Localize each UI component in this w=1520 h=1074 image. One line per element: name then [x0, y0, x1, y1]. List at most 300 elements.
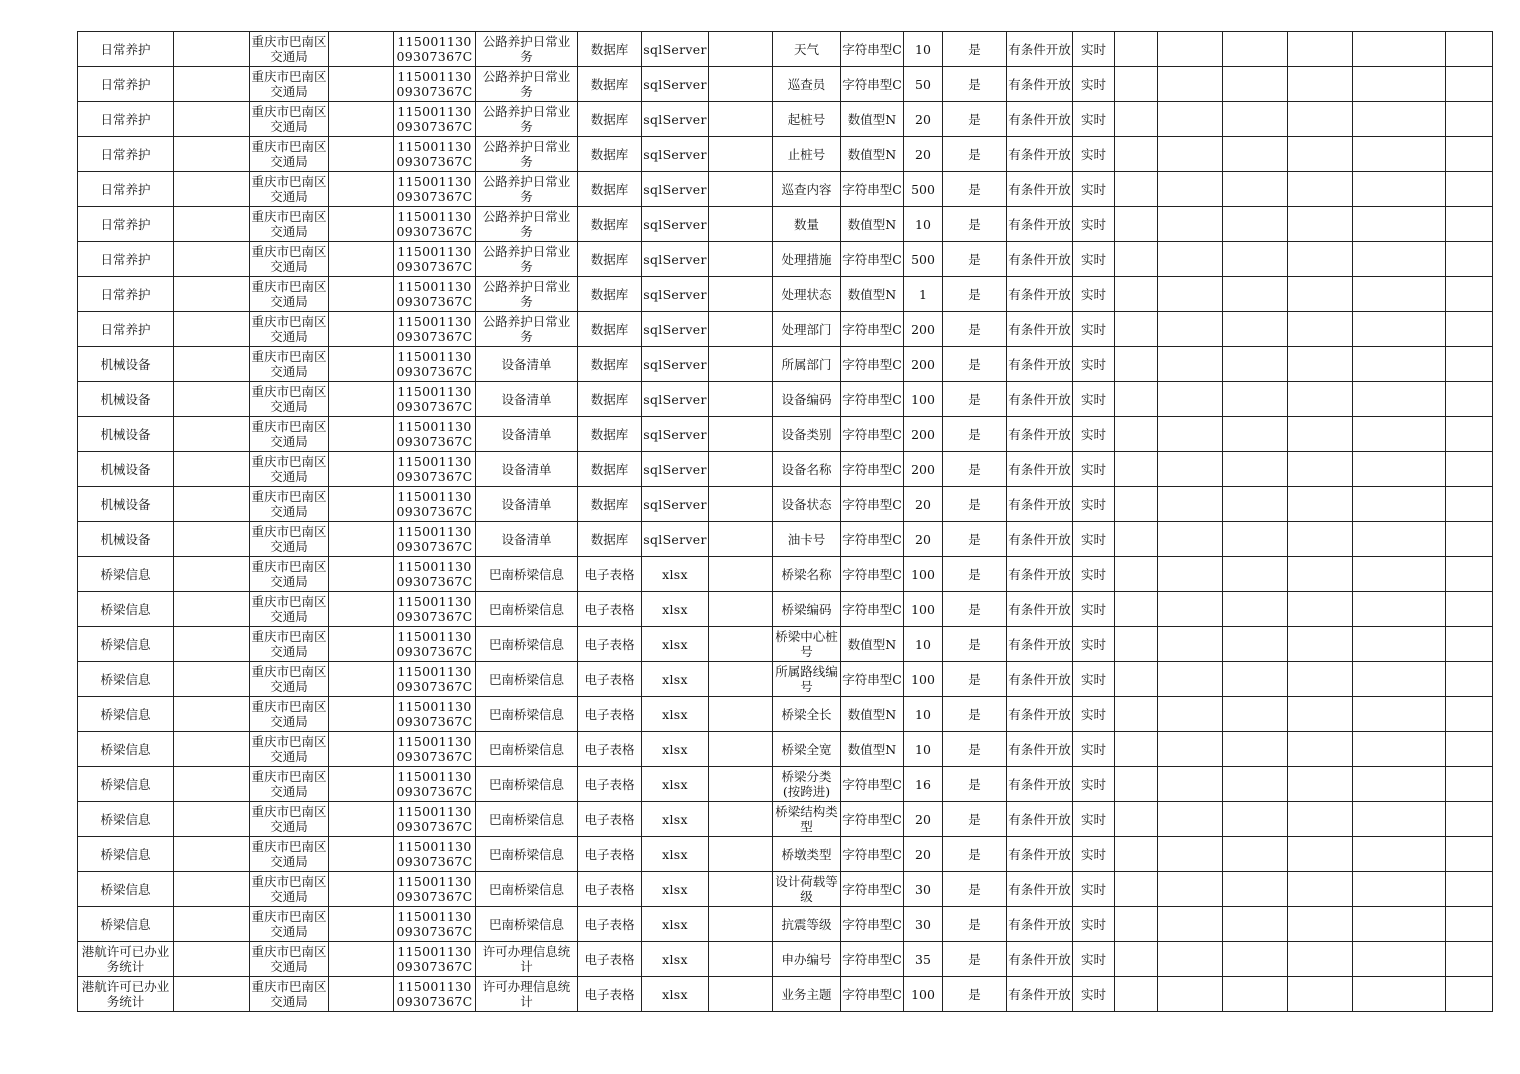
cell-open-type: 有条件开放	[1007, 522, 1073, 557]
cell-blank-h	[1353, 662, 1446, 697]
table-row	[78, 697, 1493, 732]
cell-shared-flag: 是	[943, 312, 1007, 347]
cell-format: sqlServer	[642, 102, 709, 137]
cell-update-frequency: 实时	[1073, 207, 1115, 242]
cell-data-type: 字符串型C	[841, 557, 904, 592]
cell-field-length: 100	[904, 592, 943, 627]
cell-blank-e	[1158, 382, 1223, 417]
cell-data-type: 字符串型C	[841, 977, 904, 1012]
cell-format: xlsx	[642, 662, 709, 697]
cell-blank-b	[329, 942, 394, 977]
table-row	[78, 242, 1493, 277]
data-resource-table	[77, 31, 1493, 1012]
cell-blank-g	[1288, 522, 1353, 557]
cell-blank-d	[1115, 347, 1158, 382]
cell-blank-h	[1353, 32, 1446, 67]
cell-field-name: 申办编号	[773, 942, 841, 977]
cell-department: 重庆市巴南区交通局	[250, 557, 329, 592]
cell-format: sqlServer	[642, 277, 709, 312]
cell-field-length: 100	[904, 557, 943, 592]
cell-blank-g	[1288, 312, 1353, 347]
cell-category: 机械设备	[78, 522, 174, 557]
cell-category: 机械设备	[78, 487, 174, 522]
cell-data-type: 数值型N	[841, 207, 904, 242]
cell-blank-a	[174, 977, 250, 1012]
cell-blank-g	[1288, 907, 1353, 942]
cell-blank-g	[1288, 662, 1353, 697]
cell-blank-i	[1446, 277, 1493, 312]
cell-blank-b	[329, 452, 394, 487]
cell-blank-d	[1115, 697, 1158, 732]
cell-open-type: 有条件开放	[1007, 837, 1073, 872]
cell-format-type: 数据库	[578, 347, 642, 382]
cell-open-type: 有条件开放	[1007, 697, 1073, 732]
cell-field-length: 500	[904, 172, 943, 207]
cell-blank-e	[1158, 977, 1223, 1012]
cell-blank-g	[1288, 277, 1353, 312]
cell-format: xlsx	[642, 837, 709, 872]
cell-shared-flag: 是	[943, 207, 1007, 242]
cell-open-type: 有条件开放	[1007, 207, 1073, 242]
cell-blank-f	[1223, 277, 1288, 312]
cell-blank-a	[174, 67, 250, 102]
cell-blank-a	[174, 872, 250, 907]
cell-resource-name: 公路养护日常业务	[476, 102, 578, 137]
cell-format: sqlServer	[642, 242, 709, 277]
cell-field-name: 设备名称	[773, 452, 841, 487]
cell-format-type: 电子表格	[578, 697, 642, 732]
cell-department: 重庆市巴南区交通局	[250, 662, 329, 697]
cell-open-type: 有条件开放	[1007, 172, 1073, 207]
cell-update-frequency: 实时	[1073, 662, 1115, 697]
cell-shared-flag: 是	[943, 767, 1007, 802]
cell-resource-name: 巴南桥梁信息	[476, 837, 578, 872]
cell-blank-h	[1353, 837, 1446, 872]
cell-category: 日常养护	[78, 242, 174, 277]
cell-format-type: 电子表格	[578, 732, 642, 767]
cell-blank-i	[1446, 417, 1493, 452]
table-row	[78, 907, 1493, 942]
cell-credit-code: 11500113009307367C	[394, 837, 476, 872]
cell-blank-f	[1223, 732, 1288, 767]
cell-blank-b	[329, 312, 394, 347]
cell-department: 重庆市巴南区交通局	[250, 942, 329, 977]
cell-credit-code: 11500113009307367C	[394, 137, 476, 172]
cell-blank-i	[1446, 837, 1493, 872]
cell-blank-f	[1223, 697, 1288, 732]
cell-field-length: 500	[904, 242, 943, 277]
table-body	[78, 32, 1493, 1012]
cell-blank-e	[1158, 312, 1223, 347]
cell-blank-b	[329, 697, 394, 732]
cell-blank-g	[1288, 942, 1353, 977]
cell-field-length: 10	[904, 627, 943, 662]
cell-blank-e	[1158, 662, 1223, 697]
cell-department: 重庆市巴南区交通局	[250, 732, 329, 767]
cell-data-type: 数值型N	[841, 732, 904, 767]
cell-department: 重庆市巴南区交通局	[250, 592, 329, 627]
cell-blank-e	[1158, 347, 1223, 382]
cell-resource-name: 巴南桥梁信息	[476, 732, 578, 767]
cell-field-name: 业务主题	[773, 977, 841, 1012]
cell-credit-code: 11500113009307367C	[394, 382, 476, 417]
cell-shared-flag: 是	[943, 662, 1007, 697]
cell-category: 桥梁信息	[78, 872, 174, 907]
cell-update-frequency: 实时	[1073, 102, 1115, 137]
cell-credit-code: 11500113009307367C	[394, 277, 476, 312]
cell-blank-e	[1158, 557, 1223, 592]
cell-resource-name: 设备清单	[476, 452, 578, 487]
cell-format-type: 电子表格	[578, 592, 642, 627]
table-row	[78, 137, 1493, 172]
cell-blank-a	[174, 732, 250, 767]
cell-blank-d	[1115, 592, 1158, 627]
cell-open-type: 有条件开放	[1007, 347, 1073, 382]
table-row	[78, 732, 1493, 767]
cell-department: 重庆市巴南区交通局	[250, 417, 329, 452]
cell-field-length: 16	[904, 767, 943, 802]
cell-credit-code: 11500113009307367C	[394, 767, 476, 802]
cell-format-type: 电子表格	[578, 907, 642, 942]
cell-blank-g	[1288, 592, 1353, 627]
cell-field-name: 处理状态	[773, 277, 841, 312]
cell-blank-b	[329, 242, 394, 277]
cell-update-frequency: 实时	[1073, 802, 1115, 837]
cell-blank-f	[1223, 32, 1288, 67]
cell-blank-e	[1158, 837, 1223, 872]
cell-blank-b	[329, 417, 394, 452]
cell-resource-name: 公路养护日常业务	[476, 207, 578, 242]
cell-blank-d	[1115, 277, 1158, 312]
cell-blank-f	[1223, 137, 1288, 172]
cell-data-type: 数值型N	[841, 137, 904, 172]
cell-format-type: 电子表格	[578, 837, 642, 872]
cell-category: 港航许可已办业务统计	[78, 942, 174, 977]
cell-department: 重庆市巴南区交通局	[250, 102, 329, 137]
cell-department: 重庆市巴南区交通局	[250, 697, 329, 732]
cell-category: 日常养护	[78, 207, 174, 242]
cell-format-type: 电子表格	[578, 627, 642, 662]
cell-category: 机械设备	[78, 452, 174, 487]
cell-field-name: 所属路线编号	[773, 662, 841, 697]
cell-category: 日常养护	[78, 67, 174, 102]
cell-update-frequency: 实时	[1073, 277, 1115, 312]
cell-update-frequency: 实时	[1073, 977, 1115, 1012]
cell-format-type: 数据库	[578, 382, 642, 417]
cell-field-length: 200	[904, 417, 943, 452]
cell-blank-f	[1223, 802, 1288, 837]
cell-format: sqlServer	[642, 67, 709, 102]
cell-blank-d	[1115, 732, 1158, 767]
cell-blank-c	[709, 732, 773, 767]
cell-resource-name: 巴南桥梁信息	[476, 592, 578, 627]
cell-category: 日常养护	[78, 137, 174, 172]
cell-category: 机械设备	[78, 417, 174, 452]
cell-open-type: 有条件开放	[1007, 942, 1073, 977]
table-row	[78, 67, 1493, 102]
cell-resource-name: 巴南桥梁信息	[476, 767, 578, 802]
cell-department: 重庆市巴南区交通局	[250, 137, 329, 172]
cell-data-type: 字符串型C	[841, 32, 904, 67]
cell-department: 重庆市巴南区交通局	[250, 172, 329, 207]
cell-shared-flag: 是	[943, 137, 1007, 172]
cell-format-type: 数据库	[578, 312, 642, 347]
cell-blank-a	[174, 942, 250, 977]
cell-blank-g	[1288, 802, 1353, 837]
cell-format: xlsx	[642, 592, 709, 627]
cell-update-frequency: 实时	[1073, 697, 1115, 732]
cell-update-frequency: 实时	[1073, 942, 1115, 977]
cell-blank-b	[329, 277, 394, 312]
cell-category: 桥梁信息	[78, 907, 174, 942]
cell-format: sqlServer	[642, 137, 709, 172]
cell-blank-d	[1115, 172, 1158, 207]
cell-department: 重庆市巴南区交通局	[250, 347, 329, 382]
cell-update-frequency: 实时	[1073, 522, 1115, 557]
cell-blank-d	[1115, 67, 1158, 102]
cell-blank-a	[174, 312, 250, 347]
cell-open-type: 有条件开放	[1007, 732, 1073, 767]
cell-credit-code: 11500113009307367C	[394, 802, 476, 837]
cell-blank-f	[1223, 837, 1288, 872]
cell-resource-name: 巴南桥梁信息	[476, 802, 578, 837]
cell-field-name: 抗震等级	[773, 907, 841, 942]
cell-resource-name: 许可办理信息统计	[476, 977, 578, 1012]
cell-blank-b	[329, 522, 394, 557]
cell-field-length: 100	[904, 977, 943, 1012]
cell-blank-d	[1115, 242, 1158, 277]
cell-blank-i	[1446, 942, 1493, 977]
cell-blank-d	[1115, 137, 1158, 172]
cell-blank-a	[174, 207, 250, 242]
cell-format: xlsx	[642, 907, 709, 942]
cell-blank-a	[174, 417, 250, 452]
cell-blank-a	[174, 277, 250, 312]
cell-format-type: 电子表格	[578, 942, 642, 977]
cell-field-length: 35	[904, 942, 943, 977]
table-row	[78, 382, 1493, 417]
cell-field-length: 100	[904, 382, 943, 417]
cell-update-frequency: 实时	[1073, 487, 1115, 522]
cell-field-name: 天气	[773, 32, 841, 67]
cell-blank-e	[1158, 172, 1223, 207]
cell-data-type: 数值型N	[841, 277, 904, 312]
cell-blank-h	[1353, 732, 1446, 767]
cell-blank-d	[1115, 452, 1158, 487]
cell-blank-d	[1115, 662, 1158, 697]
cell-shared-flag: 是	[943, 592, 1007, 627]
cell-blank-h	[1353, 487, 1446, 522]
cell-category: 日常养护	[78, 312, 174, 347]
cell-blank-i	[1446, 347, 1493, 382]
cell-data-type: 字符串型C	[841, 67, 904, 102]
cell-update-frequency: 实时	[1073, 837, 1115, 872]
cell-shared-flag: 是	[943, 557, 1007, 592]
cell-blank-c	[709, 872, 773, 907]
cell-blank-i	[1446, 977, 1493, 1012]
cell-blank-i	[1446, 172, 1493, 207]
cell-open-type: 有条件开放	[1007, 802, 1073, 837]
cell-resource-name: 公路养护日常业务	[476, 67, 578, 102]
cell-blank-c	[709, 837, 773, 872]
table-row	[78, 277, 1493, 312]
cell-category: 桥梁信息	[78, 802, 174, 837]
cell-blank-a	[174, 522, 250, 557]
cell-resource-name: 设备清单	[476, 417, 578, 452]
cell-credit-code: 11500113009307367C	[394, 487, 476, 522]
cell-open-type: 有条件开放	[1007, 452, 1073, 487]
cell-format-type: 数据库	[578, 522, 642, 557]
cell-blank-g	[1288, 417, 1353, 452]
cell-blank-c	[709, 452, 773, 487]
table-row	[78, 487, 1493, 522]
cell-format-type: 电子表格	[578, 557, 642, 592]
cell-blank-c	[709, 557, 773, 592]
cell-blank-i	[1446, 67, 1493, 102]
cell-open-type: 有条件开放	[1007, 872, 1073, 907]
cell-blank-h	[1353, 277, 1446, 312]
cell-blank-d	[1115, 557, 1158, 592]
cell-resource-name: 设备清单	[476, 487, 578, 522]
cell-blank-c	[709, 67, 773, 102]
cell-blank-i	[1446, 627, 1493, 662]
cell-shared-flag: 是	[943, 732, 1007, 767]
cell-resource-name: 设备清单	[476, 382, 578, 417]
cell-open-type: 有条件开放	[1007, 102, 1073, 137]
cell-blank-a	[174, 907, 250, 942]
cell-blank-c	[709, 137, 773, 172]
cell-blank-h	[1353, 872, 1446, 907]
cell-blank-g	[1288, 977, 1353, 1012]
cell-blank-a	[174, 802, 250, 837]
table-row	[78, 977, 1493, 1012]
cell-open-type: 有条件开放	[1007, 312, 1073, 347]
cell-format-type: 数据库	[578, 137, 642, 172]
cell-blank-a	[174, 627, 250, 662]
cell-data-type: 字符串型C	[841, 452, 904, 487]
cell-open-type: 有条件开放	[1007, 67, 1073, 102]
table-row	[78, 172, 1493, 207]
cell-blank-d	[1115, 942, 1158, 977]
cell-blank-d	[1115, 487, 1158, 522]
cell-category: 港航许可已办业务统计	[78, 977, 174, 1012]
cell-credit-code: 11500113009307367C	[394, 977, 476, 1012]
cell-field-length: 20	[904, 487, 943, 522]
cell-blank-f	[1223, 417, 1288, 452]
cell-resource-name: 公路养护日常业务	[476, 32, 578, 67]
cell-update-frequency: 实时	[1073, 347, 1115, 382]
cell-resource-name: 巴南桥梁信息	[476, 627, 578, 662]
cell-category: 桥梁信息	[78, 732, 174, 767]
cell-shared-flag: 是	[943, 522, 1007, 557]
cell-blank-d	[1115, 102, 1158, 137]
cell-field-length: 200	[904, 312, 943, 347]
cell-blank-e	[1158, 592, 1223, 627]
cell-blank-h	[1353, 557, 1446, 592]
cell-blank-f	[1223, 67, 1288, 102]
cell-blank-e	[1158, 802, 1223, 837]
cell-blank-c	[709, 207, 773, 242]
cell-shared-flag: 是	[943, 277, 1007, 312]
cell-category: 桥梁信息	[78, 592, 174, 627]
table-row	[78, 872, 1493, 907]
cell-data-type: 数值型N	[841, 697, 904, 732]
table-row	[78, 837, 1493, 872]
cell-blank-f	[1223, 452, 1288, 487]
cell-field-length: 30	[904, 872, 943, 907]
cell-department: 重庆市巴南区交通局	[250, 487, 329, 522]
cell-blank-g	[1288, 347, 1353, 382]
cell-blank-h	[1353, 172, 1446, 207]
cell-blank-f	[1223, 557, 1288, 592]
cell-blank-e	[1158, 697, 1223, 732]
cell-blank-g	[1288, 67, 1353, 102]
cell-update-frequency: 实时	[1073, 452, 1115, 487]
cell-blank-h	[1353, 592, 1446, 627]
cell-resource-name: 公路养护日常业务	[476, 172, 578, 207]
cell-credit-code: 11500113009307367C	[394, 67, 476, 102]
cell-shared-flag: 是	[943, 102, 1007, 137]
cell-blank-a	[174, 837, 250, 872]
cell-blank-d	[1115, 872, 1158, 907]
cell-blank-f	[1223, 242, 1288, 277]
cell-credit-code: 11500113009307367C	[394, 417, 476, 452]
cell-blank-a	[174, 382, 250, 417]
cell-blank-h	[1353, 942, 1446, 977]
cell-department: 重庆市巴南区交通局	[250, 207, 329, 242]
cell-blank-e	[1158, 942, 1223, 977]
cell-field-length: 200	[904, 347, 943, 382]
cell-format: sqlServer	[642, 417, 709, 452]
cell-format: sqlServer	[642, 347, 709, 382]
cell-blank-e	[1158, 207, 1223, 242]
cell-department: 重庆市巴南区交通局	[250, 872, 329, 907]
cell-blank-b	[329, 137, 394, 172]
table-row	[78, 312, 1493, 347]
cell-blank-i	[1446, 242, 1493, 277]
cell-credit-code: 11500113009307367C	[394, 32, 476, 67]
cell-category: 桥梁信息	[78, 697, 174, 732]
cell-blank-i	[1446, 732, 1493, 767]
cell-blank-e	[1158, 767, 1223, 802]
cell-field-length: 20	[904, 102, 943, 137]
cell-blank-g	[1288, 172, 1353, 207]
cell-blank-a	[174, 487, 250, 522]
cell-department: 重庆市巴南区交通局	[250, 837, 329, 872]
cell-blank-f	[1223, 592, 1288, 627]
cell-field-name: 桥梁结构类型	[773, 802, 841, 837]
cell-blank-d	[1115, 522, 1158, 557]
cell-department: 重庆市巴南区交通局	[250, 627, 329, 662]
cell-format: sqlServer	[642, 32, 709, 67]
cell-blank-b	[329, 802, 394, 837]
cell-credit-code: 11500113009307367C	[394, 907, 476, 942]
cell-blank-f	[1223, 907, 1288, 942]
cell-blank-f	[1223, 312, 1288, 347]
cell-field-name: 桥梁全宽	[773, 732, 841, 767]
cell-open-type: 有条件开放	[1007, 977, 1073, 1012]
cell-blank-i	[1446, 592, 1493, 627]
cell-format-type: 数据库	[578, 67, 642, 102]
cell-resource-name: 巴南桥梁信息	[476, 662, 578, 697]
cell-credit-code: 11500113009307367C	[394, 347, 476, 382]
cell-department: 重庆市巴南区交通局	[250, 907, 329, 942]
cell-blank-c	[709, 312, 773, 347]
cell-blank-a	[174, 767, 250, 802]
cell-update-frequency: 实时	[1073, 872, 1115, 907]
cell-field-name: 巡查员	[773, 67, 841, 102]
cell-update-frequency: 实时	[1073, 907, 1115, 942]
